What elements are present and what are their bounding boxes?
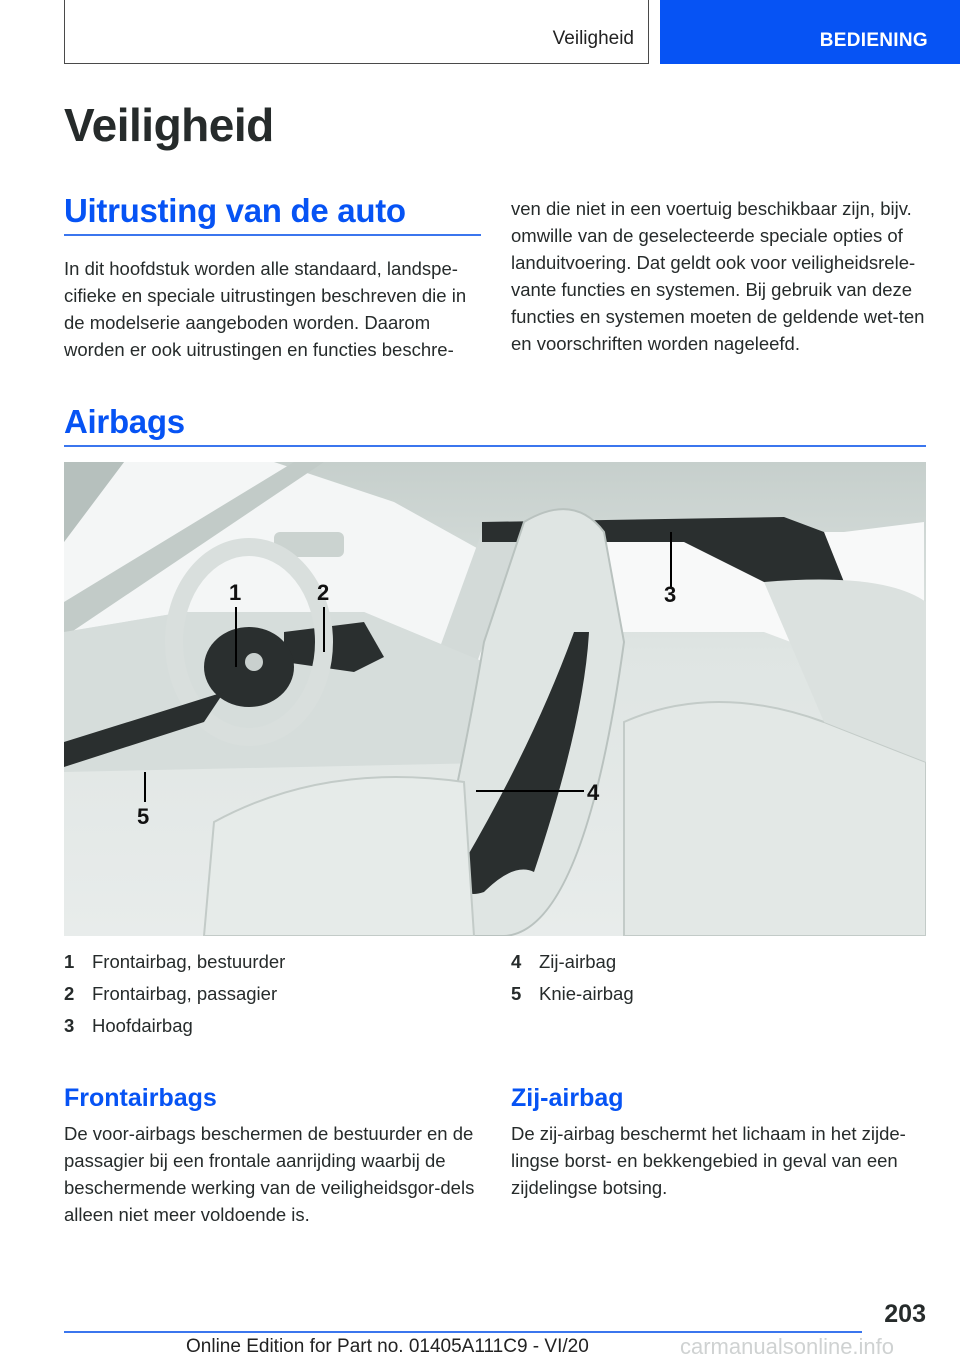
callout-2: 2 (317, 580, 330, 605)
legend-item (64, 1010, 285, 1042)
section-rule-airbags (64, 445, 926, 447)
callout-4: 4 (587, 780, 600, 805)
callout-3: 3 (664, 582, 677, 607)
legend-number: 4 (511, 951, 522, 972)
page-number: 203 (884, 1300, 926, 1328)
header-section-title: Veiligheid (552, 28, 634, 49)
legend-number: 5 (511, 983, 522, 1004)
equipment-paragraph-left: In dit hoofdstuk worden alle standaard, landspe-cifieke en speciale uitrustingen beschreven die in de modelserie aangeboden worden. Daarom worden er ook uitrustingen en functies beschre- (64, 258, 467, 360)
legend-label: Zij-airbag (539, 951, 617, 972)
chapter-tab[interactable] (660, 0, 960, 64)
legend-label: Knie-airbag (539, 983, 634, 1004)
legend-item (64, 978, 285, 1010)
legend-item (64, 946, 285, 978)
section-rule-equipment (64, 234, 481, 236)
figure-legend-right (511, 946, 634, 1010)
callout-5: 5 (137, 804, 150, 829)
legend-item (511, 946, 634, 978)
section-heading-airbags: Airbags (64, 403, 185, 440)
legend-number: 1 (64, 951, 75, 972)
chapter-tab-label: BEDIENING (819, 30, 928, 51)
watermark[interactable]: carmanualsonline.info (680, 1334, 895, 1359)
footer-rule (64, 1331, 862, 1333)
legend-number: 3 (64, 1015, 75, 1036)
header-section-box (64, 0, 649, 64)
side-airbag-paragraph: De zij-airbag beschermt het lichaam in het zijde-lingse borst- en bekkengebied in geval van een zijdelingse botsing. (511, 1123, 906, 1198)
legend-label: Frontairbag, bestuurder (92, 951, 286, 972)
figure-legend-left (64, 946, 285, 1042)
page-title: Veiligheid (64, 99, 274, 151)
footer-edition: Online Edition for Part no. 01405A111C9 - VI/20 (186, 1336, 589, 1357)
subheading-side-airbag: Zij-airbag (511, 1084, 624, 1112)
legend-item (511, 978, 634, 1010)
legend-label: Frontairbag, passagier (92, 983, 278, 1004)
equipment-paragraph-right: ven die niet in een voertuig beschikbaar zijn, bijv. omwille van de geselecteerde speciale opties of landuitvoering. Dat geldt ook voor veiligheidsrele-vante functies en systemen. Bij gebruik van deze functies en systemen moeten de geldende wet-ten en voorschriften worden nageleefd. (511, 198, 925, 354)
airbag-locations-illustration (64, 462, 926, 936)
section-heading-equipment: Uitrusting van de auto (64, 192, 406, 229)
legend-label: Hoofdairbag (92, 1015, 193, 1036)
car-interior-drawing (64, 462, 926, 936)
legend-number: 2 (64, 983, 75, 1004)
frontairbags-paragraph: De voor-airbags beschermen de bestuurder en de passagier bij een frontale aanrijding waarbij de beschermende werking van de veiligheidsgor-dels alleen niet meer voldoende is. (64, 1123, 475, 1225)
callout-1: 1 (229, 580, 242, 605)
subheading-frontairbags: Frontairbags (64, 1084, 217, 1112)
